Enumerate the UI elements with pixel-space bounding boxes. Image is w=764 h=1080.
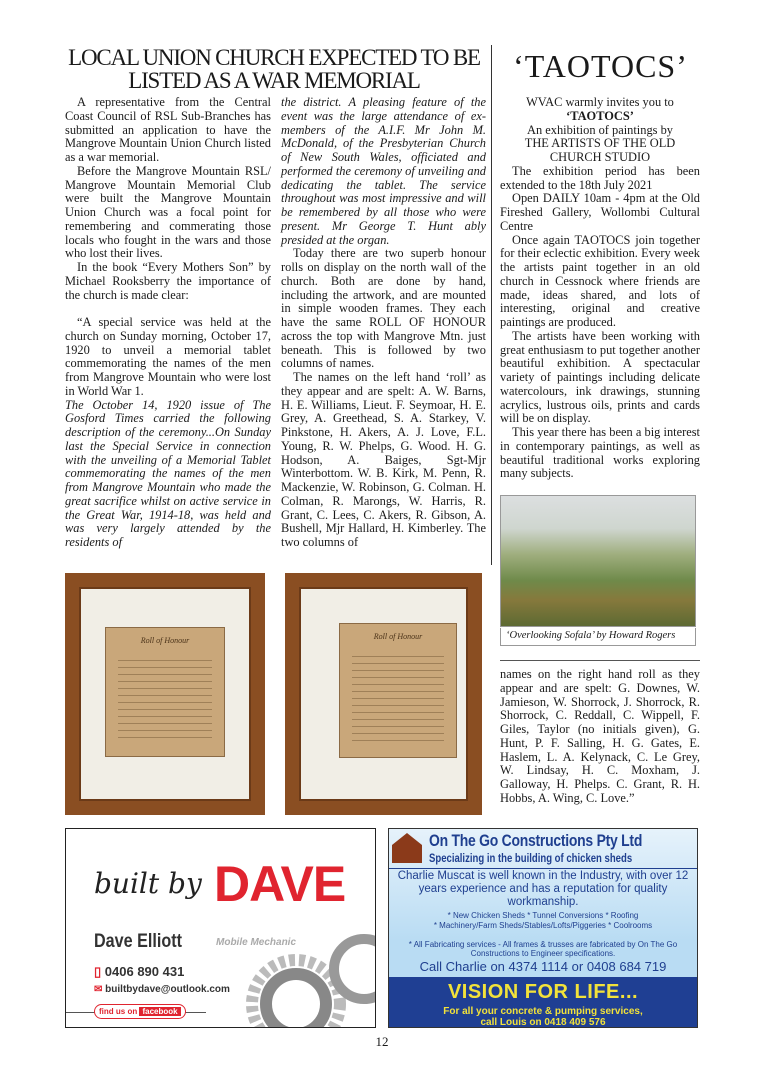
concrete-line: For all your concrete & pumping services, (443, 1006, 643, 1017)
paragraph: The names on the left hand ‘roll’ as they appear and are spelt: A. W. Barns, H. E. Williams, Lieut. F. Seymoar, H. E. Grey, A. Greethead, S. A. Starkey, V. Pinkstone, H. Akers, A. J. Love, F.L. Young, R. W. Phelps, G. Wood. H. G. Hodson, A. Baiges, Sgt-Mjr Winterbottom. W. B. Kirk, M. Penn, R. Mackenzie, W. Robinson, G. Colman. H. Colman, R. Marongs, W. Harris, R. Grant, C. Lees, C. Akers, R. Gibson, A. Bushell, Mjr Hallard, H. Kimberley. The two columns of (281, 370, 486, 549)
ad-call-line: Call Charlie on 4374 1114 or 0408 684 719 (389, 958, 697, 977)
article-column-1 (65, 96, 271, 550)
article-column-2 (281, 96, 486, 550)
taotocs-column (500, 96, 700, 481)
ad-phone: 0406 890 431 (104, 964, 185, 979)
house-logo-icon (392, 833, 422, 863)
company-tagline: Specializing in the building of chicken sheds (429, 853, 633, 865)
honour-roll-photo-left (65, 573, 265, 815)
ad-name: Dave Elliott (94, 931, 182, 952)
paragraph: A representative from the Central Coast Council of RSL Sub-Branches has submitted an application to have the Mangrove Mountain Union Church listed as a war memorial. (65, 95, 271, 164)
paragraph: In the book “Every Mothers Son” by Michael Rooksberry the importance of the church is made clear: (65, 260, 271, 302)
painting-image (500, 495, 696, 627)
column-divider (491, 45, 492, 565)
phone-icon: ▯ (94, 964, 102, 979)
honour-roll-photo-right (285, 573, 482, 815)
company-name: On The Go Constructions Pty Ltd (429, 831, 643, 850)
invite-text: WVAC warmly invites you to (526, 95, 674, 109)
paragraph: Open DAILY 10am - 4pm at the Old Fireshed Gallery, Wollombi Cultural Centre (500, 191, 700, 233)
quote-italic-paragraph: the district. A pleasing feature of the event was the large attendance of ex-members of the A.I.F. Mr John M. McDonald, of the Presbyterian Church of New South Wales, officiated and performed the ceremony of unveiling and dedicating the tablet. The service throughout was most impressive and will be remembered by all those who were present. Mr George T. Hunt ably presided at the organ. (281, 95, 486, 247)
quote-paragraph: “A special service was held at the church on Sunday morning, October 17, 1920 to unveil a memorial tablet commemorating the names of the men from Mangrove Mountain who were lost in World War 1. (65, 315, 271, 398)
email-row (94, 984, 230, 995)
find-us-text: find us on (99, 1007, 138, 1016)
paragraph: Today there are two superb honour rolls on display on the north wall of the church. Both are done by hand, including the artwork, and are mounted in simple wooden frames. They each have the same ROLL OF HONOUR across the top with Mangrove Mtn. just beneath. This is followed by two columns of names. (281, 246, 486, 371)
page-number: 12 (375, 1034, 389, 1049)
headline-line-2: LISTED AS A WAR MEMORIAL (128, 68, 420, 93)
headline-line-1: LOCAL UNION CHURCH EXPECTED TO BE (68, 45, 480, 70)
ad-top-panel (389, 829, 697, 940)
exhibition-text: An exhibition of paintings by (527, 122, 673, 137)
paragraph: The exhibition period has been extended to the 18th July 2021 (500, 163, 700, 192)
painting-caption: ‘Overlooking Sofala’ by Howard Rogers (500, 628, 696, 646)
paragraph: The artists have been working with great enthusiasm to put together another beautiful exhibition. A spectacular variety of paintings including delicate watercolours, ink drawings, stunning acrylics, lustrous oils, prints and cards will be on display. (500, 328, 700, 426)
section-divider (500, 660, 700, 661)
built-by-dave-ad (65, 828, 376, 1028)
roll-title: Roll of Honour (373, 632, 423, 641)
vision-title: VISION FOR LIFE... (447, 981, 639, 1003)
email-icon: ✉ (94, 984, 103, 995)
exhibition-name: ‘TAOTOCS’ (566, 108, 634, 123)
article-continuation (500, 668, 700, 806)
ad-script-text: built by (94, 867, 202, 900)
paragraph: Before the Mangrove Mountain RSL/ Mangrove Mountain Memorial Club were built the Mangrove Mountain Union Church was a focal point for remembering and commerating those locals who fought in the wars and those who lost their lives. (65, 163, 271, 261)
services-line: * All Fabricating services - All frames & trusses are fabricated by On The Go Constructions to Engineer specifications. (389, 940, 697, 958)
facebook-badge[interactable] (94, 1004, 186, 1019)
vision-panel (389, 977, 697, 1028)
facebook-text: facebook (139, 1007, 180, 1016)
paragraph: This year there has been a big interest in contemporary paintings, as well as beautiful traditional works exploring many subjects. (500, 425, 700, 481)
roll-title: Roll of Honour (140, 636, 190, 645)
louis-line: call Louis on 0418 409 576 (480, 1017, 606, 1028)
ad-body: Charlie Muscat is well known in the Industry, with over 12 years experience and has a reputation for quality workmanship. (397, 870, 689, 908)
gears-icon (236, 929, 376, 1028)
services-line: * New Chicken Sheds * Tunnel Conversions * Roofing (447, 911, 639, 920)
ad-brand: DAVE (214, 856, 346, 912)
paragraph: Once again TAOTOCS join together for their eclectic exhibition. Every week the artists paint together in an old church in Cessnock where friends are made, ideas shared, and lots of interesting, original and creative paintings are produced. (500, 232, 700, 329)
artists-text: THE ARTISTS OF THE OLD CHURCH STUDIO (524, 136, 676, 164)
phone-row (94, 964, 184, 980)
quote-italic-paragraph: The October 14, 1920 issue of The Gosford Times carried the following description of the ceremony...On Sunday last the Special Service in connection with the unveiling of a Memorial Tablet commemorating the names of the men from Mangrove Mountain who made the great sacrifice whilst on active service in the Great War, 1914-18, was held and was very largely attended by the residents of (65, 397, 271, 549)
ad-email: builtbydave@outlook.com (105, 984, 230, 995)
services-line: * Machinery/Farm Sheds/Stables/Lofts/Piggeries * Coolrooms (433, 921, 653, 930)
paragraph: names on the right hand roll as they appear and are spelt: G. Downes, W. Jamieson, W. Shorrock, J. Shorrock, R. Shorrock, C. Reddall, C. Wippell, F. Giles, Taylor (no initials given), G. Hunt, P. F. Salling, H. G. Gates, E. Haslem, L. A. Kelynack, C. Le Grey, W. Lindsay, H. C. Moxham, J. Galloway, H. Phelps. C. Grant, R. H. Hobbs, A. Wing, C. Love.” (500, 667, 700, 805)
honour-roll (105, 627, 225, 757)
honour-roll (339, 623, 457, 758)
on-the-go-constructions-ad (388, 828, 698, 1028)
ad-role: Mobile Mechanic (216, 937, 297, 948)
taotocs-title: ‘TAOTOCS’ (513, 48, 688, 84)
article-headline (62, 46, 486, 92)
